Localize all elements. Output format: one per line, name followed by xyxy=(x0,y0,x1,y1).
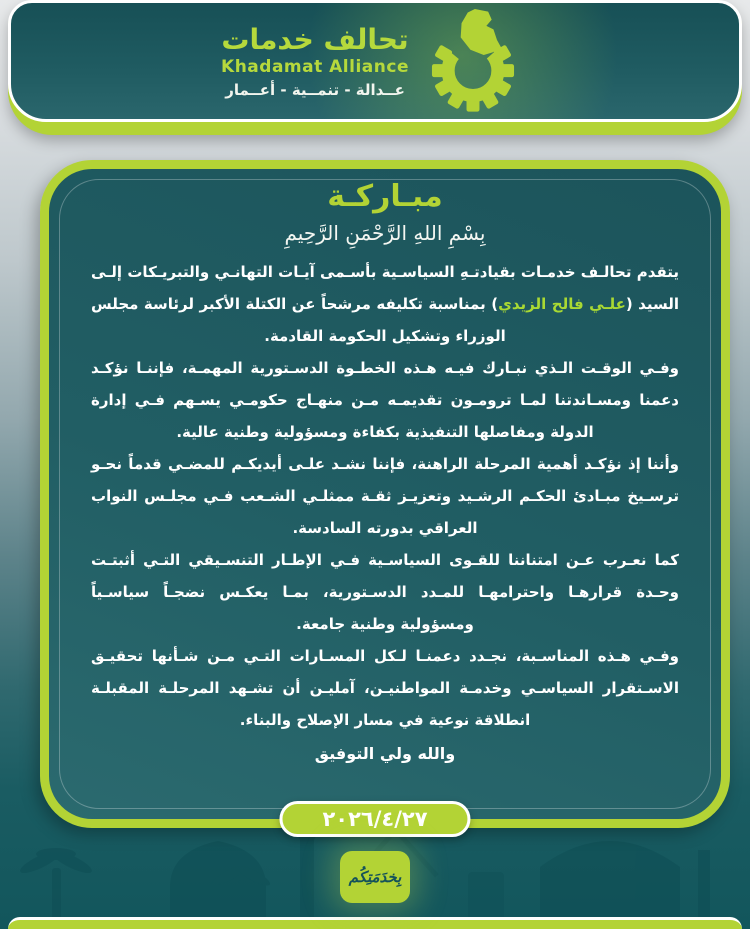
paragraph-support: وفـي الوقـت الـذي نبـارك فيـه هـذه الخطـوة الدسـتورية المهمـة، فإننـا نؤكـد دعمنا ومسـاندتنا لمـا ترومـون تقديمـه مـن منهـاج حكومـي يسـهم فـي إدارة الدولة ومفاصلها التنفيذية بكفاءة ومسؤولية وطنية عالية. xyxy=(91,359,679,441)
gear-iraq-map-logo-icon xyxy=(417,8,529,116)
brand-text-block xyxy=(221,23,409,99)
announcement-card xyxy=(40,160,730,828)
announcement-title: مبـاركـة xyxy=(327,179,443,214)
closing-line: والله ولي التوفيق xyxy=(314,744,456,763)
paragraph-1-before: يتقدم تحالـف خدمـات بقيادتـهِ السياسـية بأسـمى آيـات التهانـي والتبريـكات إلـى السيد ( xyxy=(91,263,680,313)
signature-calligraphy: بِخدَمَتِكُم xyxy=(348,868,402,886)
brand-title-arabic: تحالف خدمات xyxy=(221,23,409,57)
paragraph-1-after: ) بمناسبة تكليفه مرشحاً عن الكتلة الأكبر لرئاسة مجلس الوزراء وتشكيل الحكومة القادمة. xyxy=(91,295,506,345)
signature-badge xyxy=(340,851,410,903)
footer-bar xyxy=(8,917,742,929)
brand-title-english: Khadamat Alliance xyxy=(221,56,409,77)
paragraph-gratitude: كما نعـرب عـن امتناننا للقـوى السياسـية فـي الإطـار التنسـيقي التـي أثبتـت وحـدة قرارهـا واحترامهـا للمـدد الدسـتورية، بمـا يعكـس نضجـاً سياسـياً ومسؤولية وطنية جامعة. xyxy=(91,551,679,633)
header-banner xyxy=(8,0,742,135)
nominee-name: علـي فالح الزيدي xyxy=(498,295,626,313)
bismillah-calligraphy: بِسْمِ اللهِ الرَّحْمَنِ الرَّحِيمِ xyxy=(284,221,486,245)
paragraph-governance: وأننا إذ نؤكـد أهمية المرحلة الراهنة، فإننا نشـد علـى أيديكـم للمضـي قدماً نحـو ترسـيخ مبـادئ الحكـم الرشـيد وتعزيـز ثقـة ممثلـي الشـعب فـي مجلـس النواب العراقي بدورته السادسة. xyxy=(91,455,679,537)
date-text: ٢٠٢٦/٤/٢٧ xyxy=(322,807,428,831)
brand-tagline: عــدالة - تنمــية - أعــمار xyxy=(225,80,405,99)
date-badge xyxy=(279,801,470,837)
paragraph-renewal: وفـي هـذه المناسـبة، نجـدد دعمنـا لـكل المسـارات التـي مـن شـأنها تحقيـق الاسـتقرار السياسـي وخدمـة المواطنيـن، آمليـن أن تشـهد المرحلـة المقبلـة انطلاقة نوعية في مسار الإصلاح والبناء. xyxy=(91,647,679,729)
paragraph-congratulations xyxy=(91,256,679,352)
header-banner-inner xyxy=(8,0,742,122)
